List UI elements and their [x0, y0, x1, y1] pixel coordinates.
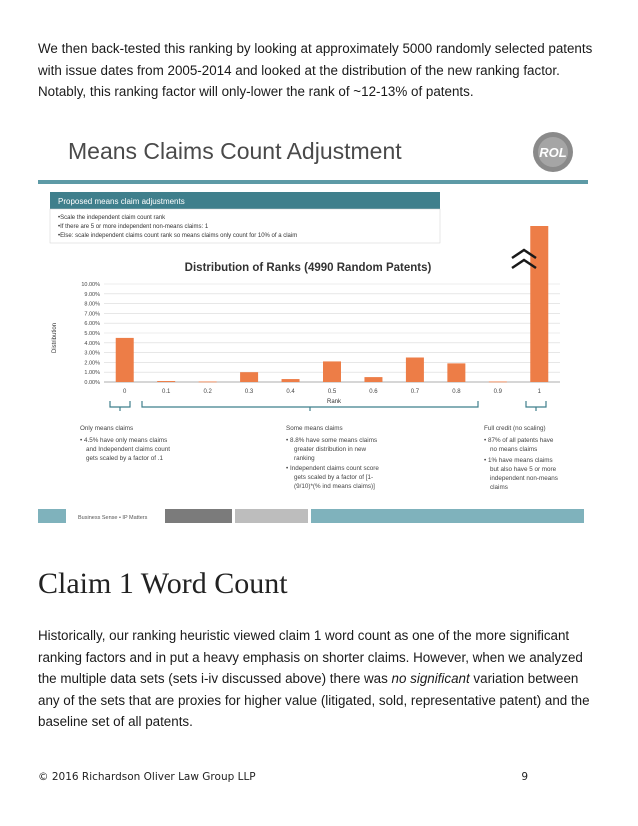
- annotation-middle-line: greater distribution in new: [294, 446, 367, 453]
- paragraph-text: variation between any of the sets that are proxies for higher value (litigated, sold, representative patent) and the baseline set of all patents.: [38, 671, 590, 729]
- annotation-middle-line: ranking: [294, 455, 315, 462]
- footer-bar-teal-wide: [311, 509, 584, 523]
- bar-0.2: [199, 382, 217, 383]
- bar-0.1: [157, 381, 175, 382]
- bar-0: [116, 338, 134, 382]
- x-tick-label: 0.9: [493, 389, 502, 395]
- x-axis-label: Rank: [326, 399, 342, 405]
- annotation-right-line: but also have 5 or more: [490, 466, 557, 473]
- footer-bar-dark-gray: [165, 509, 232, 523]
- proposal-bullet: •Else: scale independent claims count rank so means claims only count for 10% of a claim: [58, 233, 298, 239]
- y-tick-label: 6.00%: [84, 321, 100, 328]
- bar-0.5: [323, 361, 341, 382]
- y-tick-label: 2.00%: [84, 360, 100, 367]
- bar-0.8: [447, 363, 465, 382]
- annotation-left-line: gets scaled by a factor of .1: [86, 455, 164, 462]
- y-axis-label: Distribution: [52, 322, 58, 354]
- page-number: 9: [521, 771, 528, 783]
- chart-x-ticks: [123, 389, 542, 395]
- y-tick-label: 9.00%: [84, 291, 100, 298]
- annotation-middle-line: • Independent claims count score: [286, 465, 379, 472]
- bar-0.7: [406, 358, 424, 383]
- bracket-right: [526, 401, 546, 411]
- annotation-middle-line: (9/10)*(% ind means claims)]: [294, 483, 375, 490]
- annotation-right-line: claims: [490, 484, 508, 491]
- x-tick-label: 0: [123, 389, 127, 395]
- annotation-left-heading: Only means claims: [80, 425, 134, 432]
- paragraph-text: Historically, our ranking heuristic viewed claim 1 word count as one of the more significant ranking factors and in put a heavy emphasis on shorter claims. However, when we analyzed the multiple data sets (sets i-iv discussed above) there was: [38, 628, 583, 686]
- slide-figure: [38, 128, 588, 528]
- section-paragraph: [38, 625, 603, 733]
- bar-0.6: [364, 377, 382, 382]
- bar-0.3: [240, 372, 258, 382]
- emphasis-text: no significant: [391, 671, 470, 686]
- chart-y-ticks: [81, 282, 100, 386]
- chart-bars: [116, 226, 549, 382]
- annotation-left-line: • 4.5% have only means claims: [80, 437, 168, 444]
- annotation-middle-line: gets scaled by a factor of [1-: [294, 474, 374, 481]
- page-footer: [38, 771, 528, 783]
- proposal-bullet: •If there are 5 or more independent non-means claims: 1: [58, 224, 209, 230]
- bracket-left: [110, 401, 130, 411]
- y-tick-label: 1.00%: [84, 370, 100, 377]
- annotation-right-heading: Full credit (no scaling): [484, 425, 546, 432]
- x-tick-label: 0.7: [410, 389, 420, 395]
- y-tick-label: 8.00%: [84, 301, 100, 308]
- annotation-right-line: no means claims: [490, 446, 538, 453]
- footer-bar-light-gray: [235, 509, 308, 523]
- rol-logo-icon: [533, 132, 573, 172]
- x-tick-label: 0.5: [327, 389, 337, 395]
- x-tick-label: 0.8: [452, 389, 461, 395]
- slide-title: Means Claims Count Adjustment: [68, 138, 402, 164]
- section-title: Claim 1 Word Count: [38, 567, 288, 600]
- bar-1: [530, 226, 548, 382]
- footer-bar-teal-small: [38, 509, 66, 523]
- y-tick-label: 10.00%: [81, 282, 100, 288]
- proposal-box-title: Proposed means claim adjustments: [58, 197, 185, 206]
- annotation-right-line: • 1% have means claims: [484, 457, 553, 464]
- x-tick-label: 0.4: [286, 389, 295, 395]
- annotation-middle-line: • 8.8% have some means claims: [286, 437, 378, 444]
- copyright-text: © 2016 Richardson Oliver Law Group LLP: [38, 771, 256, 783]
- y-tick-label: 7.00%: [84, 311, 100, 318]
- header-divider: [38, 180, 588, 184]
- x-tick-label: 0.2: [203, 389, 212, 395]
- slide-footer-text: Business Sense • IP Matters: [78, 515, 148, 521]
- annotation-left-line: and Independent claims count: [86, 446, 171, 453]
- logo-text: ROL: [539, 145, 567, 160]
- x-tick-label: 0.6: [369, 389, 378, 395]
- x-tick-label: 0.3: [244, 389, 254, 395]
- x-tick-label: 0.1: [162, 389, 171, 395]
- annotation-right-line: independent non-means: [490, 475, 558, 482]
- chart-title: Distribution of Ranks (4990 Random Patents): [184, 262, 432, 274]
- bracket-middle: [142, 401, 478, 411]
- y-tick-label: 0.00%: [84, 380, 100, 386]
- annotation-right-line: • 87% of all patents have: [484, 437, 554, 444]
- bar-0.9: [489, 382, 507, 383]
- bar-0.4: [282, 379, 300, 382]
- y-tick-label: 3.00%: [84, 350, 100, 357]
- proposal-bullet: •Scale the independent claim count rank: [58, 215, 166, 221]
- intro-paragraph: We then back-tested this ranking by looking at approximately 5000 randomly selected patents with issue dates from 2005-2014 and looked at the distribution of the new ranking factor. Notably, this ranking factor will only-lower the rank of ~12-13% of patents.: [38, 41, 593, 99]
- annotation-middle-heading: Some means claims: [286, 425, 343, 432]
- y-tick-label: 4.00%: [84, 340, 100, 347]
- x-tick-label: 1: [537, 389, 541, 395]
- y-tick-label: 5.00%: [84, 331, 100, 337]
